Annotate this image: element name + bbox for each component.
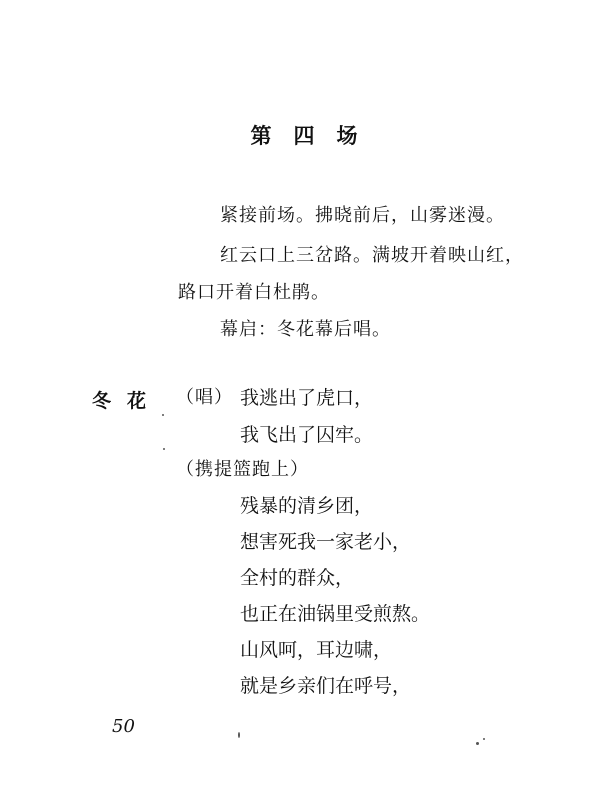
print-speck <box>483 738 485 740</box>
stage-direction-line-3: 路口开着白杜鹃。 <box>178 282 330 303</box>
lyric-line-7: 山风呵，耳边啸， <box>240 639 393 661</box>
lyric-line-8: 就是乡亲们在呼号， <box>240 675 412 697</box>
stage-direction-line-1: 紧接前场。拂晓前后，山雾迷漫。 <box>220 205 505 226</box>
page-number: 50 <box>112 716 135 737</box>
sing-cue: （唱） <box>176 387 233 408</box>
print-speck <box>238 732 240 738</box>
lyric-line-4: 想害死我一家老小， <box>240 531 412 553</box>
lyric-line-3: 残暴的清乡团， <box>240 495 374 517</box>
lyric-line-5: 全村的群众， <box>240 567 355 589</box>
lyric-line-1: 我逃出了虎口， <box>240 387 374 409</box>
stage-direction-line-4: 幕启：冬花幕后唱。 <box>220 319 391 340</box>
lyric-line-6: 也正在油锅里受煎熬。 <box>240 603 431 625</box>
speaker-name: 冬花 <box>92 390 163 412</box>
print-speck <box>163 448 165 450</box>
print-speck <box>162 414 164 416</box>
action-direction: （携提篮跑上） <box>176 459 309 480</box>
scene-title: 第四场 <box>250 124 380 148</box>
print-speck <box>476 742 479 745</box>
lyric-line-2: 我飞出了囚牢。 <box>240 424 374 446</box>
stage-direction-line-2: 红云口上三岔路。满坡开着映山红， <box>220 245 524 266</box>
